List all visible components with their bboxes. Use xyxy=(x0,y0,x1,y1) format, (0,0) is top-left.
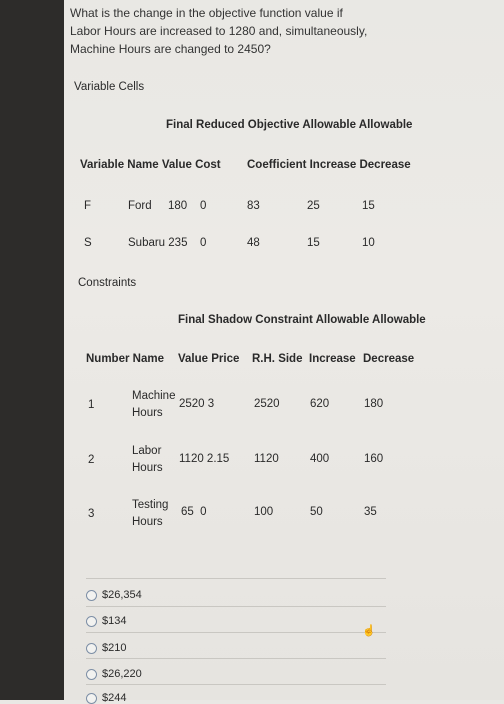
question-panel xyxy=(62,0,504,704)
variable-cells-header-right: Coefficient Increase Decrease xyxy=(247,159,411,171)
answer-option-label: $244 xyxy=(102,692,127,704)
constraints-header-number-name: Number Name xyxy=(86,353,164,365)
radio-button[interactable] xyxy=(86,693,97,704)
constraint-number: 1 xyxy=(88,399,95,411)
answer-option-label: $210 xyxy=(102,642,127,654)
variable-row-coefficient: 48 xyxy=(247,237,260,249)
answer-option-label: $26,354 xyxy=(102,589,142,601)
answer-option-label: $26,220 xyxy=(102,668,142,680)
constraint-increase: 620 xyxy=(310,398,330,410)
constraints-header-increase: Increase xyxy=(309,353,356,365)
constraint-name-1: Labor xyxy=(132,445,162,457)
left-dark-margin xyxy=(0,0,64,700)
variable-row-increase: 15 xyxy=(307,237,320,249)
radio-button[interactable] xyxy=(86,616,97,627)
hand-pointer-cursor-icon: ☝ xyxy=(362,625,376,637)
constraint-decrease: 180 xyxy=(364,398,384,410)
variable-cells-header-top: Final Reduced Objective Allowable Allowable xyxy=(166,119,413,131)
divider xyxy=(86,606,386,607)
divider xyxy=(86,632,386,633)
constraint-rhs: 100 xyxy=(254,506,274,518)
radio-button[interactable] xyxy=(86,669,97,680)
answer-option-label: $134 xyxy=(102,615,127,627)
constraints-header-top: Final Shadow Constraint Allowable Allowable xyxy=(178,314,426,326)
constraint-rhs: 1120 xyxy=(254,453,279,465)
variable-row-name: Ford xyxy=(128,200,152,212)
constraint-decrease: 35 xyxy=(364,506,377,518)
constraint-name-2: Hours xyxy=(132,516,163,528)
radio-button[interactable] xyxy=(86,643,97,654)
divider xyxy=(86,658,386,659)
constraints-header-decrease: Decrease xyxy=(363,353,415,365)
constraint-name-2: Hours xyxy=(132,407,163,419)
variable-row-increase: 25 xyxy=(307,200,320,212)
variable-row-cost: 0 xyxy=(200,200,207,212)
variable-row-decrease: 10 xyxy=(362,237,375,249)
variable-row-coefficient: 83 xyxy=(247,200,260,212)
divider xyxy=(86,684,386,685)
constraints-title: Constraints xyxy=(78,277,137,289)
constraint-value-price: 65 0 xyxy=(181,506,207,518)
constraint-name-1: Machine xyxy=(132,390,176,402)
constraint-name-2: Hours xyxy=(132,462,163,474)
question-line-1: What is the change in the objective function value if xyxy=(70,6,343,20)
divider xyxy=(86,578,386,579)
constraint-value-price: 2520 3 xyxy=(179,398,215,410)
question-line-2: Labor Hours are increased to 1280 and, simultaneously, xyxy=(70,24,368,38)
constraint-number: 2 xyxy=(88,454,95,466)
variable-row-decrease: 15 xyxy=(362,200,375,212)
variable-cells-title: Variable Cells xyxy=(74,81,145,93)
constraint-increase: 50 xyxy=(310,506,323,518)
constraint-decrease: 160 xyxy=(364,453,384,465)
constraint-rhs: 2520 xyxy=(254,398,280,410)
variable-row-cost: 0 xyxy=(200,237,207,249)
question-text xyxy=(70,4,410,58)
radio-button[interactable] xyxy=(86,590,97,601)
constraint-number: 3 xyxy=(88,508,95,520)
constraints-header-rhs: R.H. Side xyxy=(252,353,303,365)
variable-row-value: 180 xyxy=(168,200,188,212)
variable-row-var: F xyxy=(84,200,92,212)
variable-row-name: Subaru 235 xyxy=(128,237,188,249)
variable-cells-header-left: Variable Name Value Cost xyxy=(80,159,221,171)
constraints-header-value-price: Value Price xyxy=(178,353,240,365)
variable-row-var: S xyxy=(84,237,92,249)
constraint-value-price: 1120 2.15 xyxy=(179,453,230,465)
constraint-increase: 400 xyxy=(310,453,330,465)
constraint-name-1: Testing xyxy=(132,499,169,511)
question-line-3: Machine Hours are changed to 2450? xyxy=(70,42,271,56)
